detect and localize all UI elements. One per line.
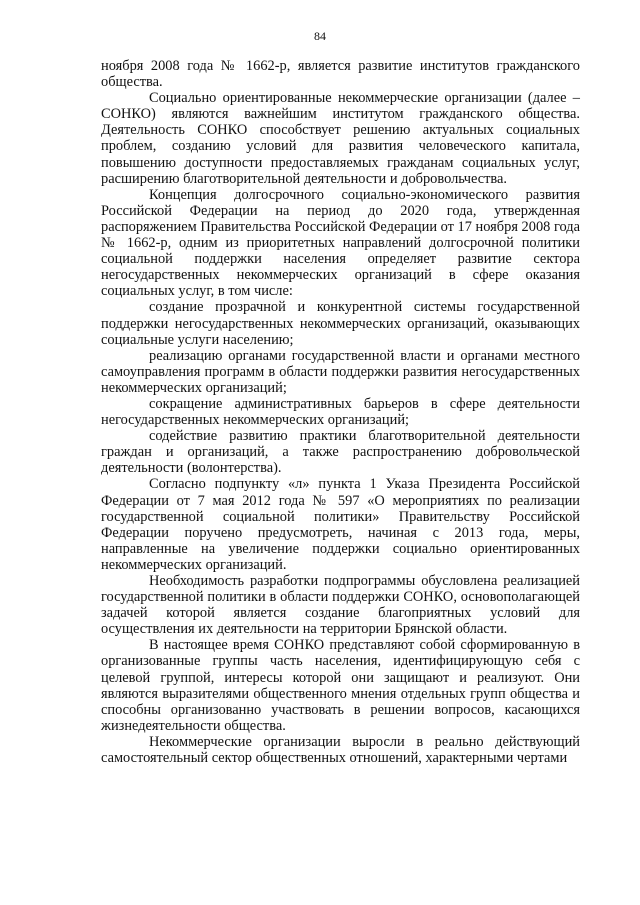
paragraph-continuation: ноября 2008 года № 1662-р, является развитие институтов гражданского общества. [101,58,580,91]
list-item-program-implementation: реализацию органами государственной власти и органами местного самоуправления программ в области поддержки развития негосударственных некоммерческих организаций; [101,347,580,396]
paragraph-sonko-definition: Социально ориентированные некоммерческие организации (далее – СОНКО) являются важнейшим институтом гражданского общества. Деятельность СОНКО способствует решению актуальных социальных проблем, созданию условий для развития человеческого капитала, повышению доступности предоставляемых гражданам социальных услуг, расширению благотворительной деятельности и добровольчества. [101,90,580,187]
page-number: 84 [314,29,326,43]
list-item-transparent-system: создание прозрачной и конкурентной системы государственной поддержки негосударственных некоммерческих организаций, оказывающих социальные услуги населению; [101,299,580,348]
list-item-barrier-reduction: сокращение административных барьеров в сфере деятельности негосударственных некоммерческих организаций; [101,395,580,429]
paragraph-sonko-present: В настоящее время СОНКО представляют собой сформированную в организованные группы часть населения, идентифицирующую себя с целевой группой, интересы которой они защищают и реализуют. Они являются выразителями общественного мнения отдельных групп общества и способны организованно участвовать в решении вопросов, касающихся жизнедеятельности общества. [101,637,580,734]
document-body [101,58,580,766]
paragraph-presidential-decree: Согласно подпункту «л» пункта 1 Указа Президента Российской Федерации от 7 мая 2012 года № 597 «О мероприятиях по реализации государственной социальной политики» Правительству Российской Федерации поручено предусмотреть, начиная с 2013 года, меры, направленные на увеличение поддержки социально ориентированных некоммерческих организаций. [101,476,580,573]
paragraph-subprogram-necessity: Необходимость разработки подпрограммы обусловлена реализацией государственной политики в области поддержки СОНКО, основополагающей задачей которой является создание благоприятных условий для осуществления их деятельности на территории Брянской области. [101,573,580,638]
list-item-charity-promotion: содействие развитию практики благотворительной деятельности граждан и организаций, а также распространению добровольческой деятельности (волонтерства). [101,428,580,477]
paragraph-concept-2020: Концепция долгосрочного социально-экономического развития Российской Федерации на период до 2020 года, утвержденная распоряжением Правительства Российской Федерации от 17 ноября 2008 года № 1662-р, одним из приоритетных направлений долгосрочной политики социальной поддержки населения определяет развитие сектора негосударственных некоммерческих организаций в сфере оказания социальных услуг, в том числе: [101,186,580,300]
paragraph-nonprofit-sector: Некоммерческие организации выросли в реально действующий самостоятельный сектор общественных отношений, характерными чертами [101,733,580,767]
